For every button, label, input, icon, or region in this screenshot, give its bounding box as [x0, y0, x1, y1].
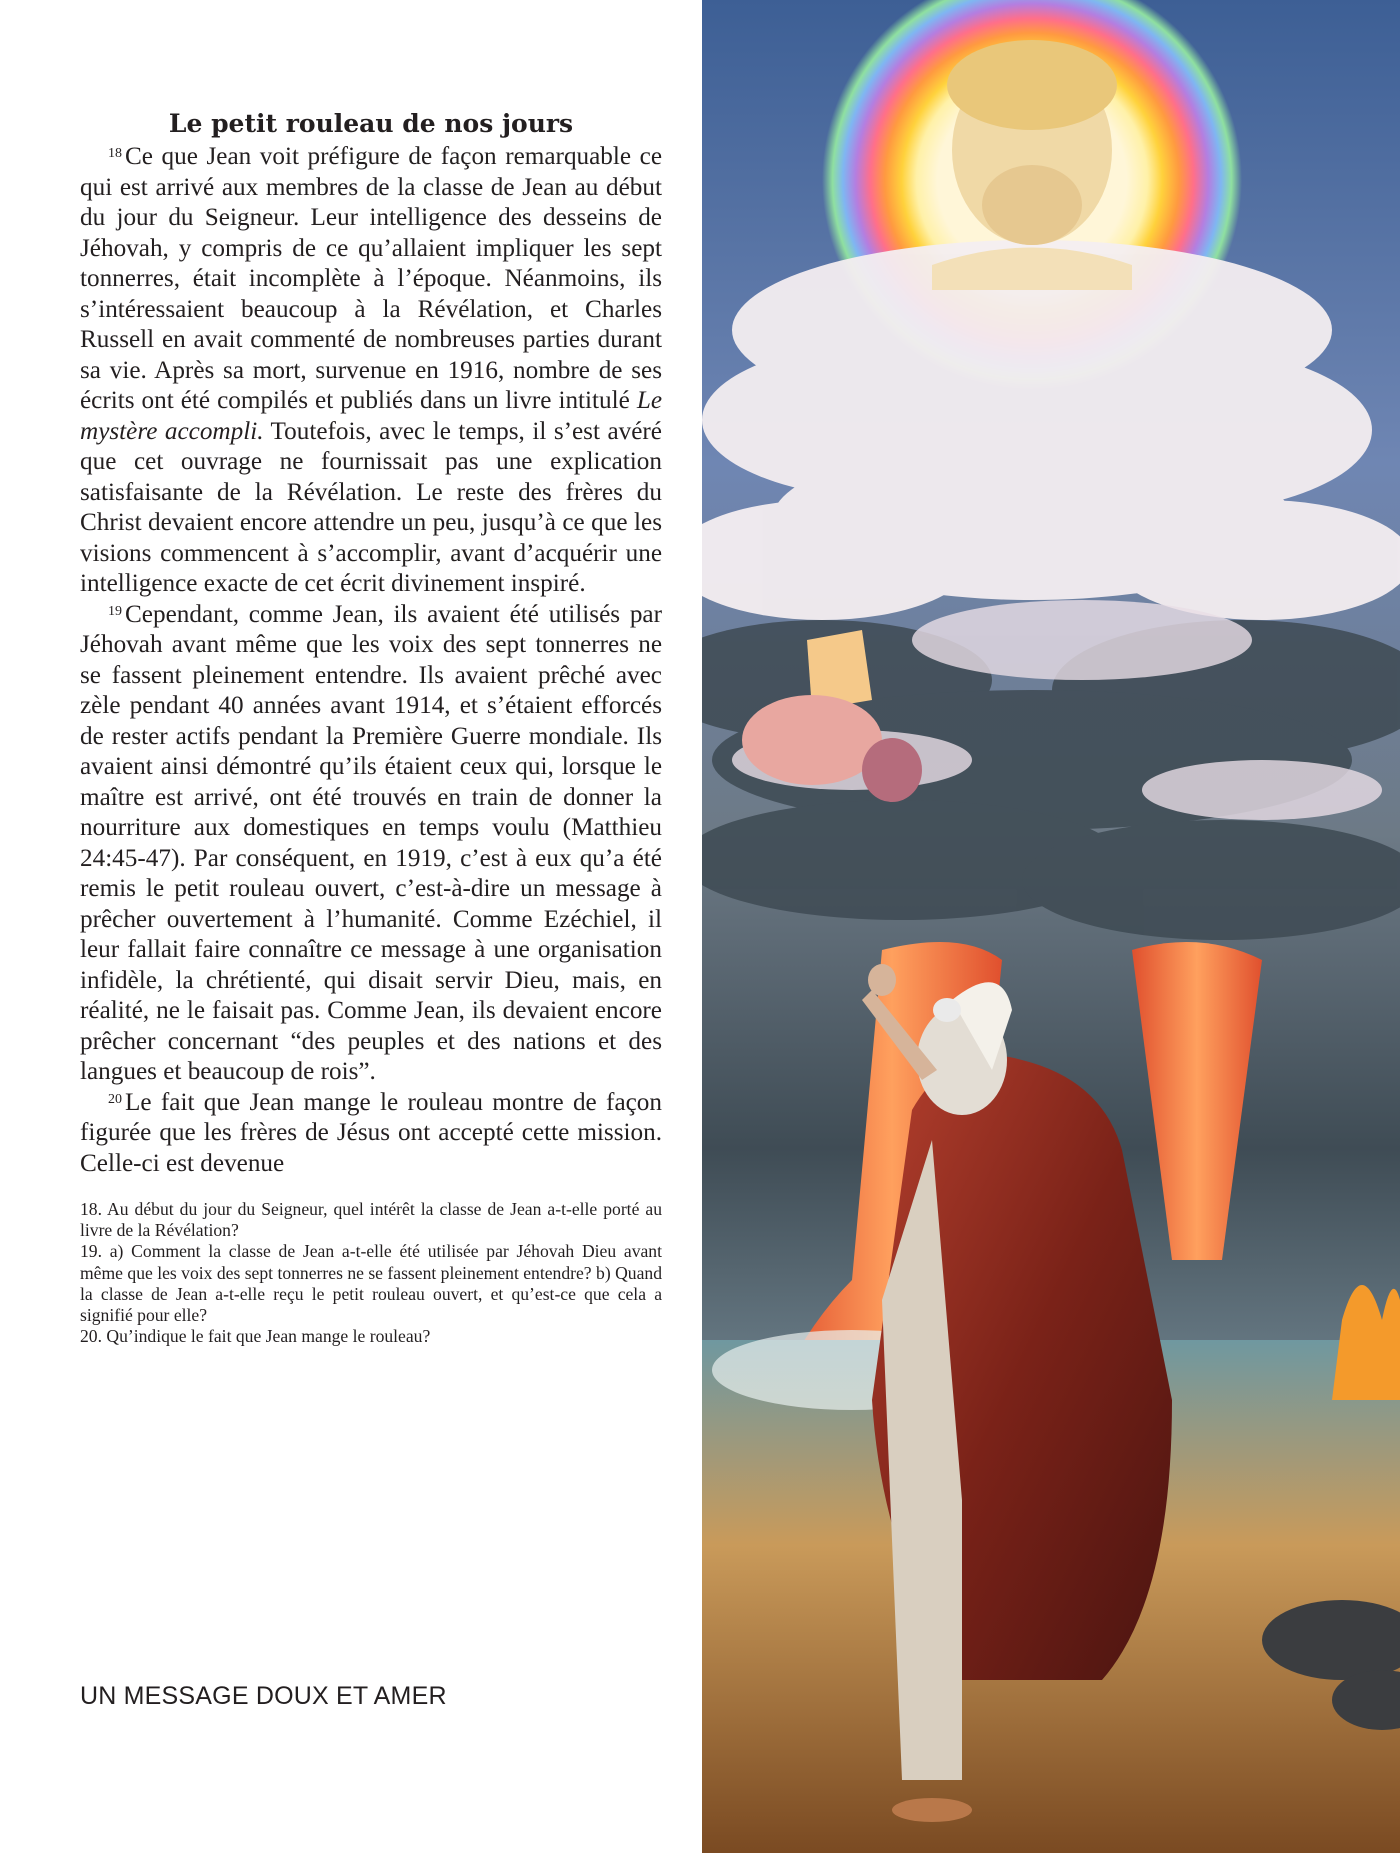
paragraph-20-text: Le fait que Jean mange le rouleau montre de façon figurée que les frères de Jésus ont accepté cette mission. Celle-ci est devenue — [80, 1088, 662, 1177]
paragraph-19 — [80, 600, 662, 1088]
paragraph-number: 19 — [108, 603, 122, 619]
paragraph-18-text-start: Ce que Jean voit préfigure de façon remarquable ce qui est arrivé aux membres de la classe de Jean au début du jour du Seigneur. Leur intelligence des desseins de Jéhovah, y compris de ce qu’allaient impliquer les sept tonnerres, était incomplète à l’époque. Néanmoins, ils s’intéressaient beaucoup à la Révélation, et Charles Russell en avait commenté de nombreuses parties durant sa vie. Après sa mort, survenue en 1916, nombre de ses écrits ont été compilés et publiés dans un livre intitulé — [80, 143, 662, 414]
paragraph-number: 18 — [108, 146, 122, 161]
paragraph-18 — [80, 142, 662, 600]
section-heading: Le petit rouleau de nos jours — [168, 109, 574, 138]
paragraph-18-text-end: Toutefois, avec le temps, il s’est avéré que cet ouvrage ne fournissait pas une explication satisfaisante de la Révélation. Le reste des frères du Christ devaient encore attendre un peu, jusqu’à ce que les visions commencent à s’accomplir, avant d’acquérir une intelligence exacte de cet écrit divinement inspiré. — [80, 417, 662, 597]
question-19: 19. a) Comment la classe de Jean a-t-elle été utilisée par Jéhovah Dieu avant même que les voix des sept tonnerres ne se fassent pleinement entendre? b) Quand la classe de Jean a-t-elle reçu le petit rouleau ouvert, et qu’est-ce que cela a signifié pour elle? — [80, 1241, 662, 1326]
article-text-column — [80, 108, 662, 1347]
running-footer-title: UN MESSAGE DOUX ET AMER — [80, 1682, 447, 1710]
question-18: 18. Au début du jour du Seigneur, quel intérêt la classe de Jean a-t-elle porté au livre de la Révélation? — [80, 1199, 662, 1241]
illustration-angel-and-john — [702, 0, 1400, 1853]
clouds-upper — [702, 240, 1400, 620]
study-questions — [80, 1199, 662, 1347]
question-20: 20. Qu’indique le fait que Jean mange le rouleau? — [80, 1326, 431, 1347]
paragraph-20 — [80, 1088, 662, 1180]
paragraph-19-text: Cependant, comme Jean, ils avaient été utilisés par Jéhovah avant même que les voix des sept tonnerres ne se fassent pleinement entendre. Ils avaient prêché avec zèle pendant 40 années avant 1914, et s’étaient efforcés de rester actifs pendant la Première Guerre mondiale. Ils avaient ainsi démontré qu’ils étaient ceux qui, lorsque le maître est arrivé, ont été trouvés en train de donner la nourriture aux domestiques en temps voulu (Matthieu 24:45-47). Par conséquent, en 1919, c’est à eux qu’a été remis le petit rouleau ouvert, c’est-à-dire un message à prêcher ouvertement à l’humanité. Comme Ezéchiel, il leur fallait faire connaître ce message à une organisation infidèle, la chrétienté, qui disait servir Dieu, mais, en réalité, ne le faisait pas. Comme Jean, ils devaient encore prêcher concernant “des peuples et des nations et des langues et beaucoup de rois”. — [80, 600, 662, 1085]
book-title-italic: Le mystère accompli. — [80, 387, 662, 445]
paragraph-number: 20 — [108, 1091, 122, 1107]
